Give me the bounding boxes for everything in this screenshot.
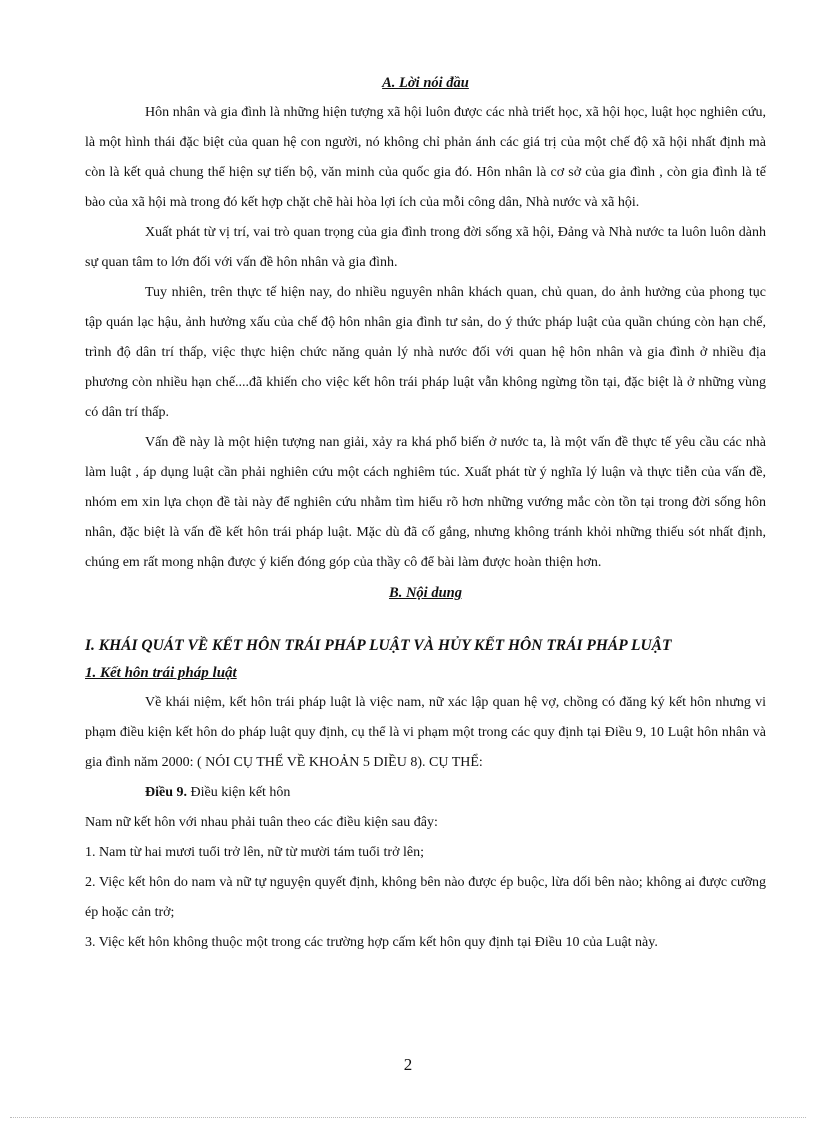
subsection-title (85, 660, 766, 688)
article-item: 1. Nam từ hai mươi tuổi trở lên, nữ từ mười tám tuổi trở lên; (85, 845, 424, 860)
intro-paragraph: Tuy nhiên, trên thực tế hiện nay, do nhiều nguyên nhân khách quan, chủ quan, do ảnh hưởng của phong tục tập quán lạc hậu, ảnh hưởng xấu của chế độ hôn nhân gia đình tư sản, do ý thức pháp luật của quần chúng còn hạn chế, trình độ dân trí thấp, việc thực hiện chức năng quản lý nhà nước đối với quan hệ hôn nhân và gia đình ở nhiều địa phương còn nhiều hạn chế....đã khiến cho việc kết hôn trái pháp luật vẫn không ngừng tồn tại, đặc biệt là ở những vùng có dân trí thấp. (85, 285, 766, 420)
definition-paragraph: Về khái niệm, kết hôn trái pháp luật là việc nam, nữ xác lập quan hệ vợ, chồng có đăng ký kết hôn nhưng vi phạm điều kiện kết hôn do pháp luật quy định, cụ thể là vi phạm một trong các quy định tại Điều 9, 10 Luật hôn nhân và gia đình năm 2000: ( NÓI CỤ THỂ VỀ KHOẢN 5 DIỀU 8). CỤ THỂ: (85, 695, 766, 770)
intro-paragraph: Xuất phát từ vị trí, vai trò quan trọng của gia đình trong đời sống xã hội, Đảng và Nhà nước ta luôn luôn dành sự quan tâm to lớn đối với vấn đề hôn nhân và gia đình. (85, 225, 766, 270)
article-item: 2. Việc kết hôn do nam và nữ tự nguyện quyết định, không bên nào được ép buộc, lừa dối bên nào; không ai được cưỡng ép hoặc cản trở; (85, 875, 766, 920)
article-item: 3. Việc kết hôn không thuộc một trong các trường hợp cấm kết hôn quy định tại Điều 10 của Luật này. (85, 935, 658, 950)
heading-content: B. Nội dung (389, 585, 462, 601)
intro-paragraph: Vấn đề này là một hiện tượng nan giải, xảy ra khá phổ biến ở nước ta, là một vấn đề thực tế yêu cầu các nhà làm luật , áp dụng luật cần phải nghiên cứu một cách nghiêm túc. Xuất phát từ ý nghĩa lý luận và thực tiễn của vấn đề, nhóm em xin lựa chọn đề tài này để nghiên cứu nhằm tìm hiểu rõ hơn những vướng mắc còn tồn tại trong đời sống hôn nhân, đặc biệt là vấn đề kết hôn trái pháp luật. Mặc dù đã cố gắng, nhưng không tránh khỏi những thiếu sót nhất định, chúng em rất mong nhận được ý kiến đóng góp của thầy cô để bài làm được hoàn thiện hơn. (85, 435, 766, 570)
page-bottom-divider (10, 1117, 806, 1118)
page-number: 2 (403, 1055, 413, 1074)
article-title: Điều kiện kết hôn (187, 785, 291, 800)
subsection-title-text: 1. Kết hôn trái pháp luật (85, 665, 237, 681)
section-title: I. KHÁI QUÁT VỀ KẾT HÔN TRÁI PHÁP LUẬT VÀ HỦY KẾT HÔN TRÁI PHÁP LUẬT (85, 637, 672, 654)
article-heading (85, 778, 766, 808)
heading-introduction: A. Lời nói đầu (382, 75, 469, 91)
article-lead: Nam nữ kết hôn với nhau phải tuân theo các điều kiện sau đây: (85, 815, 438, 830)
page-body (85, 68, 766, 958)
intro-paragraph: Hôn nhân và gia đình là những hiện tượng xã hội luôn được các nhà triết học, xã hội học, luật học nghiên cứu, là một hình thái đặc biệt của quan hệ con người, nó không chỉ phản ánh các giá trị của một chế độ xã hội nhất định mà còn là kết quả chung thể hiện sự tiến bộ, văn minh của quốc gia đó. Hôn nhân là cơ sở của gia đình , còn gia đình là tế bào của xã hội mà trong đó kết hợp chặt chẽ hài hòa lợi ích của mỗi công dân, Nhà nước và xã hội. (85, 105, 766, 210)
article-label: Điều 9. (145, 785, 187, 800)
